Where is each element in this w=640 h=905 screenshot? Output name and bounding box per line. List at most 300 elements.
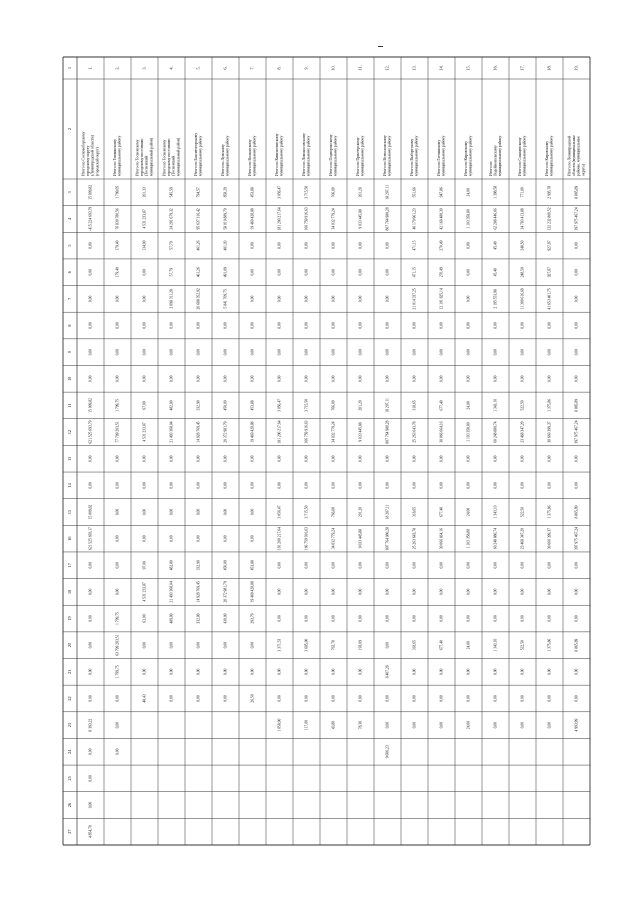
row-name-line: городскому поселению [167,138,172,176]
table-cell: 21 493 368,04 [169,421,174,443]
table-cell: 522,50 [520,400,525,411]
row-number: 13. [411,65,417,71]
table-cell: 0,00 [250,482,255,489]
table-cell: 0,00 [223,375,228,383]
table-cell: 4 531 233,87 [142,582,147,602]
column-number-label: 13 [66,456,72,461]
table-cell: 545,59 [169,187,174,198]
table-cell: 766,00 [331,400,336,411]
table-cell: 0,00 [358,588,363,596]
table-cell: 4 854,70 [88,825,93,839]
table-cell: 43,80 [331,720,336,730]
table-cell: 858,29 [223,187,228,198]
table-cell: 0,00 [574,482,579,489]
table-cell: 0,00 [88,695,93,702]
table-cell: 41 653 401,75 [547,288,552,310]
table-cell: 0,00 [493,615,498,622]
table-cell: 332,90 [196,400,201,411]
table-cell: 0,00 [574,455,579,462]
table-cell: 45,40 [493,241,498,250]
table-cell: 19 469 428,88 [250,421,255,443]
table-cell: 0,00 [223,508,228,516]
table-cell: 0,00 [331,695,336,702]
table-cell: 18 207,11 [385,504,390,520]
row-name-line: муниципальному району [549,135,554,176]
table-cell: 0,00 [142,508,147,516]
table-cell: 766,00 [331,187,336,198]
table-cell: 0,00 [439,455,444,462]
table-cell: 0,00 [250,269,255,276]
table-cell: 179,40 [115,240,120,251]
table-cell: 8 407,28 [385,665,390,679]
table-cell: 1 375,86 [547,505,552,519]
table-cell: 0,00 [169,641,174,649]
table-cell: 30 660 399,37 [547,528,552,550]
table-cell: 807 764 980,28 [385,527,390,551]
table-cell: 0,00 [385,322,390,329]
table-cell: 181 200 217,64 [277,420,282,444]
table-cell: 166 759 916,63 [304,527,309,551]
row-number: 17. [519,65,525,71]
table-cell: 0,00 [358,482,363,489]
table-cell: 0,00 [331,348,336,356]
table-cell: 8 865,89 [574,505,579,519]
table-cell: 0,00 [250,322,255,329]
table-cell: 621 525 693,79 [88,420,93,444]
table-cell: 0,00 [142,269,147,276]
table-cell: 397 975 467,24 [574,420,579,444]
table-cell: 0,00 [331,269,336,276]
table-cell: 0,00 [196,455,201,462]
table-cell: 2 098 311,28 [169,289,174,309]
table-cell: 179,40 [115,267,120,278]
table-cell: 2 195 553,98 [493,289,498,309]
table-cell: 318,65 [412,506,417,518]
table-cell: 0,00 [223,535,228,542]
table-cell: 0,00 [88,801,93,809]
table-cell: 471,15 [412,240,417,251]
table-cell: 0,00 [466,455,471,462]
table-cell: 0,00 [304,668,309,676]
row-number: 3. [141,66,147,70]
table-cell: 0,00 [385,455,390,462]
table-cell: 20 372 981,79 [223,581,228,603]
table-cell: 0,00 [331,615,336,622]
table-cell: 1 799,05 [115,185,120,199]
row-name-line: муниципальному району [198,135,203,176]
table-cell: 34 032 779,24 [331,528,336,550]
table-cell: 0,00 [304,695,309,702]
column-number-label: 22 [66,696,72,701]
table-cell: 0,00 [574,588,579,596]
table-cell: 0,00 [574,242,579,249]
table-cell: 551,66 [412,187,417,198]
table-cell: 450,00 [223,560,228,571]
table-cell: 0,00 [412,695,417,702]
column-number-label: 19 [66,616,72,621]
table-cell: 453,88 [250,560,255,571]
table-cell: 763,70 [331,640,336,651]
table-cell: 0,00 [115,562,120,569]
table-cell: 0,00 [493,348,498,356]
row-name-line: Итого по Ломоносовскому [302,133,307,176]
table-cell: 181 200 217,64 [277,207,282,231]
row-name-line: Итого по Гатчинскому [437,139,442,176]
table-cell: 0,00 [277,695,282,702]
table-cell: 248,50 [520,267,525,278]
table-cell: 0,00 [385,615,390,622]
table-cell: 1 103 358,80 [466,209,471,229]
table-cell: 0,00 [439,668,444,676]
column-number-label: 20 [66,643,72,648]
row-name-line: городскому поселению [140,138,145,176]
table-cell: 0,00 [277,242,282,249]
table-cell: 25 263 643,78 [412,528,417,550]
column-number-label: 24 [66,749,72,754]
table-cell: 0,00 [304,562,309,569]
row-number: 6. [222,66,228,70]
table-cell: 3 715,50 [304,185,309,199]
table-cell: 0,00 [88,242,93,249]
table-cell: 14 928 769,45 [196,421,201,443]
table-cell: 0,00 [250,455,255,462]
table-cell: 0,00 [169,668,174,676]
table-cell: 0,00 [493,721,498,729]
table-cell: 76 830 780,56 [115,208,120,230]
row-number: 15. [465,65,471,71]
table-cell: 0,00 [88,588,93,596]
table-cell: 1 103 358,80 [466,528,471,549]
table-cell: 0,00 [115,322,120,329]
table-cell: 15 009,82 [88,398,93,413]
table-cell: 0,00 [169,695,174,702]
table-cell: 30 066 664,16 [439,528,444,550]
row-name-line: (Тосненский [171,155,176,176]
table-cell: 0,00 [520,668,525,676]
table-cell: 0,00 [304,295,309,303]
table-cell: 0,00 [331,455,336,462]
column-number-label: 25 [66,776,72,781]
table-cell: 0,00 [277,455,282,462]
table-cell: 0,00 [115,721,120,729]
row-name-line: Итого по Тосненскому [135,139,140,176]
row-name-line: Итого по Тосненскому [162,139,167,176]
table-cell: 522,50 [520,640,525,651]
table-cell: 0,00 [250,242,255,249]
table-cell: 166 759 916,63 [304,420,309,444]
table-cell: 0,00 [223,455,228,462]
table-cell: 5 841 709,75 [223,289,228,309]
table-cell: 193,09 [358,640,363,651]
table-cell: 0,00 [250,535,255,542]
table-cell: 0,00 [277,269,282,276]
table-cell: 0,00 [520,721,525,729]
table-cell: 0,00 [169,455,174,462]
table-cell: 3 685,00 [304,638,309,652]
row-name-line: Итого по Подпорожскому [329,134,334,176]
row-name-line: Итого по Кировскому [464,140,469,176]
table-cell: 24,00 [466,720,471,730]
table-cell: 0,00 [250,508,255,516]
table-cell: 0,00 [547,721,552,729]
row-name-line: муниципальному району [225,135,230,176]
table-cell: 0,00 [142,322,147,329]
row-name-line: Итого по Лужскому [221,144,226,176]
table-cell: 0,00 [574,375,579,383]
table-cell: 677,40 [439,506,444,518]
table-cell: 25 263 643,78 [412,421,417,443]
table-cell: 0,00 [466,668,471,676]
table-cell: 1 343,10 [493,398,498,412]
table-cell: 0,00 [277,482,282,489]
table-cell: 117,00 [304,720,309,731]
row-name-line: (Тосненский [144,155,149,176]
table-cell: 0,00 [412,721,417,729]
table-cell: 4 531 233,87 [142,209,147,229]
table-cell: 14 928 769,45 [196,581,201,603]
table-cell: 0,00 [331,375,336,383]
column-number-label: 14 [66,483,72,488]
table-cell: 471,15 [412,267,417,278]
table-cell: 24 281 679,32 [169,208,174,230]
table-cell: 4 531 233,87 [142,422,147,442]
table-cell: 26,50 [250,694,255,703]
column-number-label: 26 [66,802,72,808]
table-cell: 947,86 [439,187,444,198]
table-cell: 0,00 [169,348,174,356]
table-cell: 12 101 825,14 [439,288,444,310]
table-cell: 0,00 [277,322,282,329]
table-cell: 491,09 [223,267,228,278]
table-cell: 20 372 981,79 [223,421,228,443]
table-cell: 0,00 [493,668,498,676]
table-cell: 0,00 [574,322,579,329]
table-cell: 0,00 [466,242,471,249]
table-cell: 0,00 [412,348,417,356]
table-cell: 1 343,10 [493,505,498,519]
row-number: 4. [168,66,174,70]
table-cell: 453,88 [250,187,255,198]
table-cell: 0,00 [250,348,255,356]
table-cell: 0,00 [520,562,525,569]
table-cell: 0,00 [115,482,120,489]
table-cell: 0,00 [412,455,417,462]
table-cell: 0,00 [520,695,525,702]
table-cell: 201,33 [142,187,147,198]
table-cell: 3 056,47 [277,185,282,199]
table-cell: 0,00 [304,242,309,249]
table-cell: 0,00 [547,348,552,356]
table-cell: 57,79 [169,241,174,250]
table-cell: 0,00 [169,535,174,542]
table-cell: 0,00 [88,482,93,489]
table-cell: 0,00 [466,562,471,569]
row-name-line: Итого по Выборгскому [410,138,415,176]
table-cell: 15 009,82 [88,504,93,520]
table-cell: 0,00 [439,588,444,596]
table-cell: 794,57 [196,187,201,198]
table-cell: 34 783 413,88 [520,208,525,230]
table-cell: 0,00 [466,615,471,622]
table-cell: 4 993,99 [574,718,579,732]
row-name-line: городскому округу [86,145,91,176]
table-cell: 2 995,78 [547,185,552,199]
table-cell: 0,00 [385,695,390,702]
table-cell: 63,00 [142,614,147,623]
table-cell: 0,00 [142,482,147,489]
table-cell: 0,00 [439,348,444,356]
table-cell: 201,20 [358,506,363,518]
row-number: 11. [357,65,363,71]
table-cell: 46 179 961,23 [412,208,417,230]
table-cell: 21 014 337,25 [412,288,417,310]
table-cell: 318,65 [412,400,417,411]
table-cell: 0,00 [385,482,390,489]
table-cell: 0,00 [304,588,309,596]
table-cell: 0,00 [304,322,309,329]
table-cell: 0,00 [520,615,525,622]
table-cell: 0,00 [88,641,93,649]
table-cell: 24,00 [466,507,471,517]
table-cell: 332,90 [196,560,201,571]
table-cell: 0,00 [385,588,390,596]
column-number-label: 12 [66,429,72,435]
table-cell: 0,00 [88,269,93,276]
table-cell: 0,00 [466,695,471,702]
table-cell: 9 033 445,88 [358,209,363,229]
row-number: 12. [384,65,390,71]
table-cell: 3 715,50 [304,505,309,519]
table-cell: 1 799,75 [115,612,120,626]
table-cell: 927,87 [547,267,552,278]
table-cell: 0,00 [493,375,498,383]
row-name-line: (городской округ) [95,147,100,176]
table-cell: 0,00 [520,375,525,383]
table-cell: 0,00 [304,375,309,383]
table-cell: 8 865,89 [574,398,579,412]
table-cell: 0,00 [574,295,579,303]
table-cell: 97,00 [142,561,147,570]
table-cell: 0,00 [547,322,552,329]
table-cell: 0,00 [412,615,417,622]
table-cell: 0,00 [493,322,498,329]
table-cell: 1 398,58 [493,185,498,199]
row-name-line: Итого по Приозерскому [356,137,361,176]
table-cell: 0,00 [277,295,282,303]
table-cell: 1 343,10 [493,638,498,652]
table-cell: 9 033 445,88 [358,422,363,442]
table-cell: 134,00 [142,240,147,251]
table-cell: 482,80 [169,400,174,411]
table-cell: 677,40 [439,400,444,411]
table-cell: 0,00 [223,322,228,329]
table-cell: 0,00 [196,695,201,702]
table-cell: 0,00 [547,695,552,702]
table-cell: 30 660 399,37 [547,421,552,443]
table-cell: 18 207,11 [385,398,390,413]
table-cell: 0,00 [88,775,93,782]
column-number-label: 11 [66,403,72,408]
row-name-line: Лодейнопольскому [493,145,498,176]
table-cell: 0,00 [385,562,390,569]
table-cell: 0,00 [304,455,309,462]
row-number: 2. [114,66,120,70]
table-cell: 0,00 [466,322,471,329]
row-number: 1. [87,66,93,70]
table-cell: 0,00 [358,348,363,356]
table-cell: 807 764 980,28 [385,207,390,231]
table-cell: 771,00 [520,187,525,198]
table-cell: 450,00 [223,400,228,411]
table-cell: 0,00 [493,588,498,596]
row-name-line: округа) [581,164,586,176]
column-number-label: 27 [66,829,72,834]
table-cell: 0,00 [196,322,201,329]
table-cell: 0,00 [250,375,255,383]
table-cell: 0,00 [223,668,228,676]
table-cell: 0,00 [574,668,579,676]
table-cell: 0,00 [169,322,174,329]
table-cell: 0,00 [358,269,363,276]
table-cell: 95 637 316,42 [196,208,201,230]
table-cell: 0,00 [358,615,363,622]
table-cell: 0,00 [574,348,579,356]
table-cell: 0,00 [142,455,147,462]
table-cell: 927,87 [547,240,552,251]
table-cell: 0,00 [466,482,471,489]
table-cell: 0,00 [358,242,363,249]
table-cell: 9 033 445,88 [358,528,363,549]
column-number-label: 6 [66,271,72,274]
table-cell: 0,00 [142,348,147,356]
table-cell: 78,30 [358,720,363,730]
table-cell: 15 009,82 [88,184,93,200]
table-cell: 181 200 217,64 [277,527,282,551]
table-cell: 0,00 [493,695,498,702]
table-cell: 0,00 [331,668,336,676]
row-number: 5. [195,66,201,70]
column-number-label: 18 [66,589,72,595]
table-cell: 0,00 [331,588,336,596]
column-number-label: 10 [66,376,72,381]
row-name-line: Итого по Бокситогорскому [194,132,199,176]
table-cell: 0,00 [196,348,201,356]
table-cell: 1 103 358,80 [466,422,471,442]
table-cell: 62 288 446,66 [493,208,498,230]
row-name-line: (Ленинградской области) [90,135,95,176]
table-cell: 0,00 [358,375,363,383]
table-cell: 0,00 [169,482,174,489]
table-cell: 3 056,47 [277,505,282,519]
table-cell: 8 865,89 [574,185,579,199]
table-cell: 430,00 [223,613,228,624]
table-cell: 0,00 [493,455,498,462]
row-number: 7. [249,66,255,70]
column-number-label: 23 [66,723,72,728]
table-cell: 8 865,89 [574,638,579,652]
row-name-line: муниципальному району [468,135,473,176]
table-cell: 0,00 [466,295,471,303]
table-cell: 0,00 [385,269,390,276]
table-cell: 0,00 [412,562,417,569]
table-cell: 45,40 [493,268,498,277]
table-cell: 30 066 664,16 [439,421,444,443]
table-cell: 0,00 [331,322,336,329]
table-cell: 0,00 [250,668,255,676]
row-name-line: области (муниципальные [572,135,577,176]
table-cell: 0,00 [223,348,228,356]
table-cell: 0,00 [574,695,579,702]
